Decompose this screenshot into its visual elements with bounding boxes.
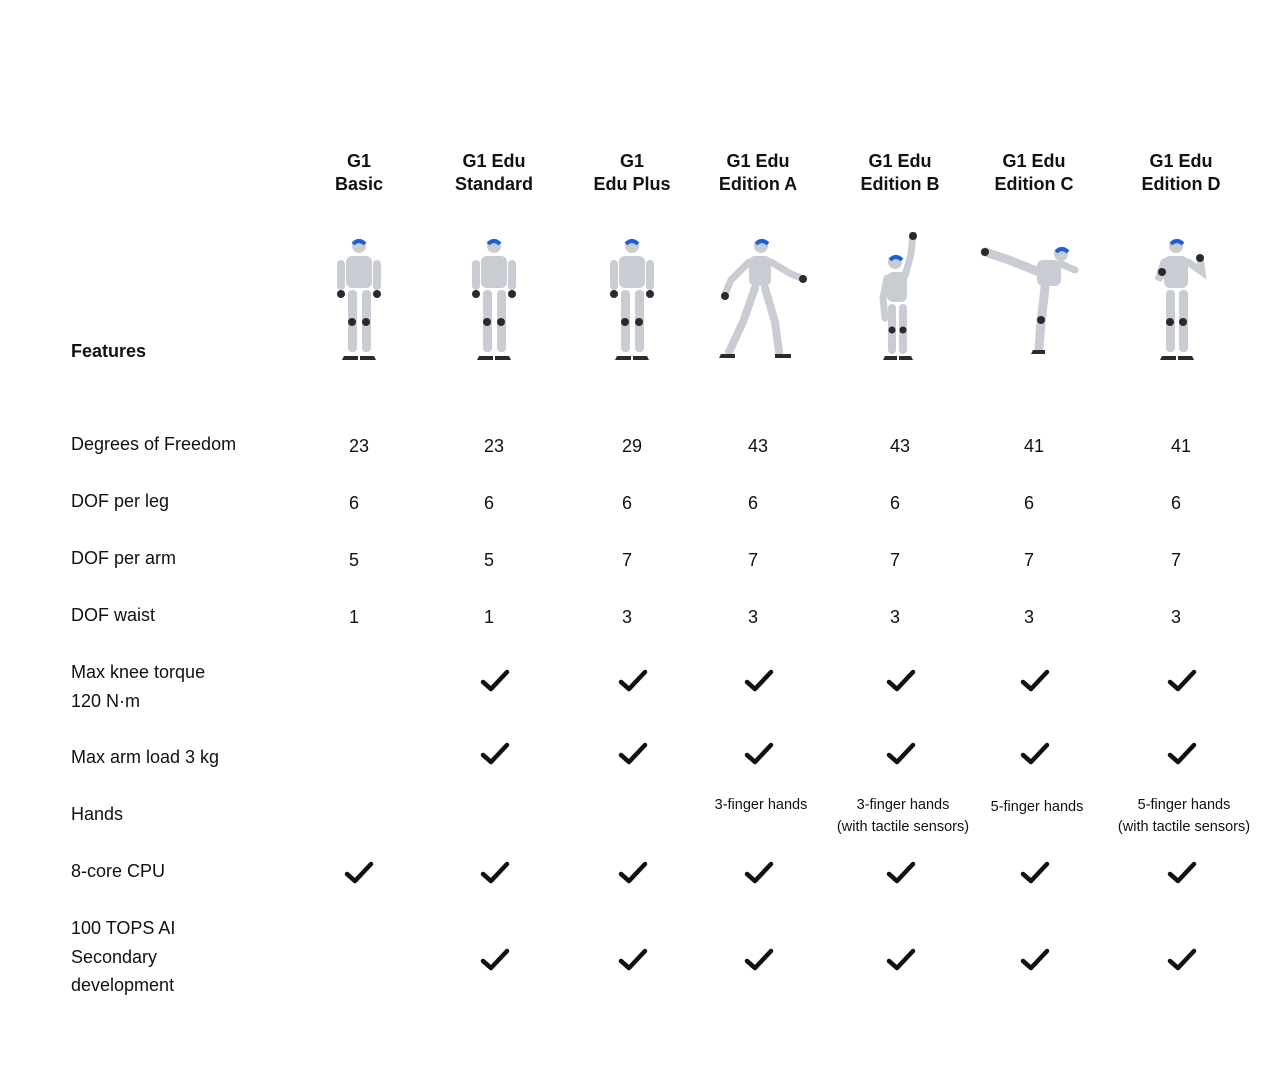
check-icon	[1167, 742, 1197, 766]
value-cell: 41	[1170, 436, 1192, 456]
value-cell: 6	[1023, 493, 1034, 513]
column-header	[959, 150, 1109, 196]
check-icon	[744, 948, 774, 972]
row-label-line: development	[71, 975, 175, 995]
model-name-line1: G1	[346, 151, 371, 171]
robot-boxing-icon	[1126, 232, 1236, 367]
check-icon	[480, 669, 510, 693]
row-label-line: DOF waist	[71, 605, 156, 625]
hands-note-line: 5-finger hands	[1137, 797, 1231, 813]
row-label-line: 8-core CPU	[71, 861, 166, 881]
robot-walking-icon	[703, 232, 813, 367]
value-cell: 5	[348, 550, 359, 570]
check-icon	[1020, 742, 1050, 766]
value-cell: 3	[1023, 607, 1034, 627]
value-cell: 7	[1170, 550, 1181, 570]
value-cell: 7	[621, 550, 632, 570]
check-icon	[886, 948, 916, 972]
column-header	[825, 150, 975, 196]
features-label: Features	[71, 341, 147, 361]
value-cell: 6	[621, 493, 632, 513]
check-icon	[1167, 948, 1197, 972]
check-icon	[886, 742, 916, 766]
value-cell: 3	[747, 607, 758, 627]
row-label	[71, 914, 175, 1000]
value-cell: 6	[889, 493, 900, 513]
row-label-line: Max knee torque	[71, 662, 206, 682]
value-cell: 3	[889, 607, 900, 627]
model-name-line2: Edition D	[1141, 174, 1221, 194]
check-icon	[1020, 669, 1050, 693]
check-icon	[1167, 861, 1197, 885]
value-cell: 3	[1170, 607, 1181, 627]
hands-note	[952, 796, 1122, 818]
row-label	[71, 857, 165, 886]
robot-standing-icon	[577, 232, 687, 367]
model-name-line1: G1 Edu	[1149, 151, 1213, 171]
value-cell: 3	[621, 607, 632, 627]
check-icon	[1020, 861, 1050, 885]
check-icon	[480, 948, 510, 972]
check-icon	[1020, 948, 1050, 972]
robot-standing-icon	[304, 232, 414, 367]
column-header	[1106, 150, 1256, 196]
model-name-line2: Edition B	[860, 174, 940, 194]
value-cell: 6	[747, 493, 758, 513]
row-label	[71, 743, 219, 772]
check-icon	[618, 948, 648, 972]
row-label	[71, 544, 176, 573]
value-cell: 41	[1023, 436, 1045, 456]
hands-note-line: (with tactile sensors)	[1117, 819, 1251, 835]
model-name-line2: Edition A	[718, 174, 798, 194]
check-icon	[1167, 669, 1197, 693]
row-label-line: Degrees of Freedom	[71, 434, 237, 454]
value-cell: 7	[747, 550, 758, 570]
value-cell: 7	[1023, 550, 1034, 570]
value-cell: 6	[1170, 493, 1181, 513]
check-icon	[886, 669, 916, 693]
value-cell: 43	[889, 436, 911, 456]
model-name-line1: G1 Edu	[462, 151, 526, 171]
row-label	[71, 487, 169, 516]
model-name-line2: Basic	[334, 174, 384, 194]
robot-kicking-icon	[979, 232, 1089, 367]
hands-note	[1099, 794, 1269, 838]
row-label-line: Hands	[71, 804, 124, 824]
robot-waving-icon	[845, 232, 955, 367]
row-label-line: Secondary	[71, 946, 158, 967]
model-name-line1: G1	[619, 151, 644, 171]
column-header	[284, 150, 434, 196]
check-icon	[744, 669, 774, 693]
hands-note-line: 5-finger hands	[990, 799, 1084, 815]
value-cell: 6	[348, 493, 359, 513]
model-name-line1: G1 Edu	[726, 151, 790, 171]
value-cell: 7	[889, 550, 900, 570]
hands-note-line: 3-finger hands	[714, 797, 808, 813]
check-icon	[480, 861, 510, 885]
check-icon	[344, 861, 374, 885]
model-name-line2: Standard	[454, 174, 533, 194]
value-cell: 1	[483, 607, 494, 627]
row-label	[71, 800, 123, 829]
value-cell: 23	[483, 436, 505, 456]
check-icon	[886, 861, 916, 885]
column-header	[683, 150, 833, 196]
value-cell: 6	[483, 493, 494, 513]
column-header	[419, 150, 569, 196]
row-label	[71, 430, 236, 459]
check-icon	[618, 742, 648, 766]
row-label-line: 120 N·m	[71, 690, 141, 711]
model-name-line2: Edu Plus	[593, 174, 671, 194]
hands-note-line: (with tactile sensors)	[836, 819, 970, 835]
model-name-line2: Edition C	[994, 174, 1074, 194]
check-icon	[618, 861, 648, 885]
robot-standing-icon	[439, 232, 549, 367]
check-icon	[618, 669, 648, 693]
row-label-line: Max arm load 3 kg	[71, 747, 220, 767]
hands-note-line: 3-finger hands	[856, 797, 950, 813]
value-cell: 5	[483, 550, 494, 570]
row-label-line: DOF per arm	[71, 548, 177, 568]
check-icon	[744, 742, 774, 766]
check-icon	[744, 861, 774, 885]
row-label-line: 100 TOPS AI	[71, 918, 176, 938]
value-cell: 29	[621, 436, 643, 456]
model-name-line1: G1 Edu	[868, 151, 932, 171]
row-label	[71, 658, 205, 715]
value-cell: 23	[348, 436, 370, 456]
check-icon	[480, 742, 510, 766]
row-label-line: DOF per leg	[71, 491, 170, 511]
row-label	[71, 601, 155, 630]
value-cell: 1	[348, 607, 359, 627]
model-name-line1: G1 Edu	[1002, 151, 1066, 171]
value-cell: 43	[747, 436, 769, 456]
